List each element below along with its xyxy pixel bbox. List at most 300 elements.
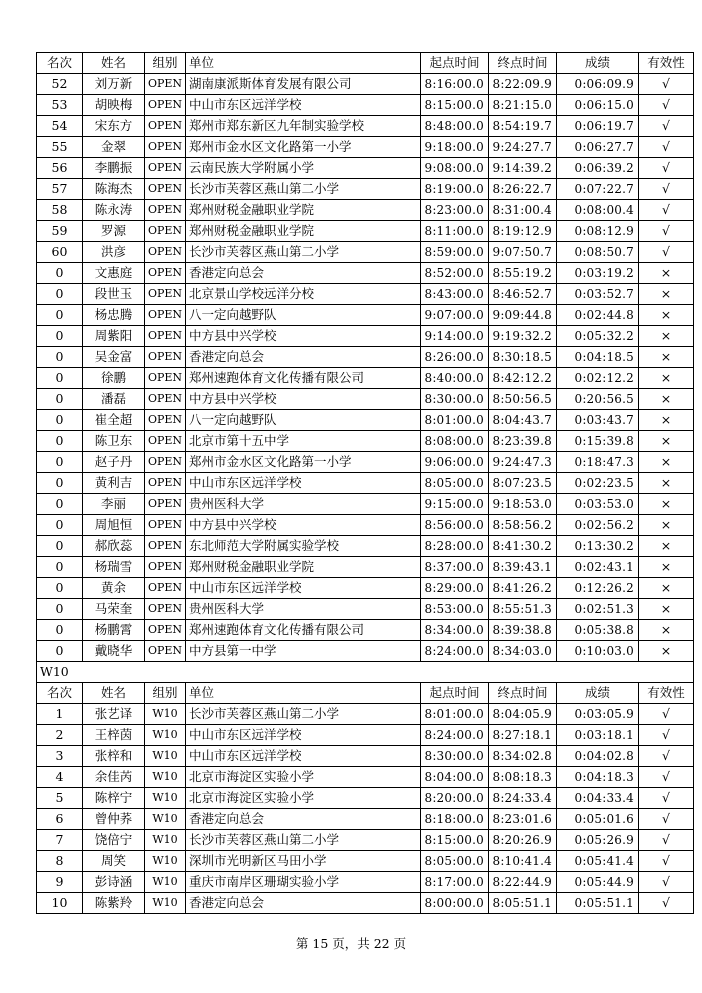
table-row: [37, 641, 694, 662]
finish-time-cell: 8:39:38.8: [489, 620, 557, 641]
group-cell: OPEN: [145, 557, 186, 578]
table-row: [37, 851, 694, 872]
group-cell: OPEN: [145, 641, 186, 662]
name-cell: 彭诗涵: [83, 872, 145, 893]
validity-cell: √: [639, 137, 694, 158]
result-cell: 0:06:27.7: [557, 137, 639, 158]
table-row: [37, 410, 694, 431]
table-row: [37, 620, 694, 641]
rank-cell: 0: [37, 620, 83, 641]
name-cell: 陈永涛: [83, 200, 145, 221]
unit-cell: 贵州医科大学: [186, 494, 421, 515]
rank-cell: 10: [37, 893, 83, 914]
start-time-cell: 8:59:00.0: [421, 242, 489, 263]
name-cell: 饶倍宁: [83, 830, 145, 851]
start-time-cell: 8:56:00.0: [421, 515, 489, 536]
table-row: [37, 830, 694, 851]
name-cell: 李鹏振: [83, 158, 145, 179]
validity-cell: ×: [639, 599, 694, 620]
table-row: [37, 158, 694, 179]
validity-cell: ×: [639, 389, 694, 410]
finish-time-cell: 9:19:32.2: [489, 326, 557, 347]
table-row: [37, 305, 694, 326]
unit-cell: 中方县中兴学校: [186, 515, 421, 536]
start-time-cell: 9:07:00.0: [421, 305, 489, 326]
table-row: [37, 599, 694, 620]
rank-cell: 0: [37, 326, 83, 347]
name-cell: 余佳芮: [83, 767, 145, 788]
rank-cell: 0: [37, 473, 83, 494]
start-time-cell: 8:30:00.0: [421, 389, 489, 410]
name-cell: 宋东方: [83, 116, 145, 137]
group-cell: W10: [145, 893, 186, 914]
start-time-cell: 8:16:00.0: [421, 74, 489, 95]
result-cell: 0:20:56.5: [557, 389, 639, 410]
unit-cell: 长沙市芙蓉区燕山第二小学: [186, 830, 421, 851]
unit-cell: 八一定向越野队: [186, 410, 421, 431]
group-cell: OPEN: [145, 221, 186, 242]
name-cell: 崔全超: [83, 410, 145, 431]
validity-cell: ×: [639, 557, 694, 578]
rank-cell: 0: [37, 494, 83, 515]
name-cell: 李丽: [83, 494, 145, 515]
start-time-cell: 8:15:00.0: [421, 95, 489, 116]
finish-time-cell: 8:27:18.1: [489, 725, 557, 746]
start-time-cell: 9:18:00.0: [421, 137, 489, 158]
unit-cell: 郑州速跑体育文化传播有限公司: [186, 368, 421, 389]
unit-cell: 北京市第十五中学: [186, 431, 421, 452]
finish-time-cell: 8:54:19.7: [489, 116, 557, 137]
name-cell: 陈梓宁: [83, 788, 145, 809]
unit-cell: 北京市海淀区实验小学: [186, 767, 421, 788]
rank-cell: 0: [37, 347, 83, 368]
column-header: 成绩: [557, 53, 639, 74]
validity-cell: √: [639, 893, 694, 914]
validity-cell: √: [639, 221, 694, 242]
table-row: [37, 494, 694, 515]
group-cell: W10: [145, 725, 186, 746]
group-cell: OPEN: [145, 431, 186, 452]
name-cell: 黄余: [83, 578, 145, 599]
result-cell: 0:05:38.8: [557, 620, 639, 641]
table-row: [37, 578, 694, 599]
finish-time-cell: 8:21:15.0: [489, 95, 557, 116]
unit-cell: 中山市东区远洋学校: [186, 746, 421, 767]
start-time-cell: 8:01:00.0: [421, 410, 489, 431]
rank-cell: 9: [37, 872, 83, 893]
name-cell: 黄利吉: [83, 473, 145, 494]
name-cell: 杨忠腾: [83, 305, 145, 326]
group-cell: W10: [145, 872, 186, 893]
column-header: 起点时间: [421, 53, 489, 74]
rank-cell: 56: [37, 158, 83, 179]
table-row: [37, 116, 694, 137]
start-time-cell: 9:08:00.0: [421, 158, 489, 179]
finish-time-cell: 9:18:53.0: [489, 494, 557, 515]
result-cell: 0:03:52.7: [557, 284, 639, 305]
unit-cell: 中方县中兴学校: [186, 389, 421, 410]
unit-cell: 云南民族大学附属小学: [186, 158, 421, 179]
group-cell: OPEN: [145, 389, 186, 410]
rank-cell: 4: [37, 767, 83, 788]
table-row: [37, 347, 694, 368]
unit-cell: 贵州医科大学: [186, 599, 421, 620]
validity-cell: √: [639, 116, 694, 137]
group-cell: OPEN: [145, 620, 186, 641]
finish-time-cell: 8:22:44.9: [489, 872, 557, 893]
name-cell: 陈卫东: [83, 431, 145, 452]
group-cell: OPEN: [145, 158, 186, 179]
validity-cell: √: [639, 158, 694, 179]
result-cell: 0:03:19.2: [557, 263, 639, 284]
finish-time-cell: 8:42:12.2: [489, 368, 557, 389]
result-cell: 0:05:32.2: [557, 326, 639, 347]
start-time-cell: 8:08:00.0: [421, 431, 489, 452]
start-time-cell: 8:05:00.0: [421, 473, 489, 494]
unit-cell: 郑州市金水区文化路第一小学: [186, 137, 421, 158]
table-row: [37, 137, 694, 158]
unit-cell: 北京市海淀区实验小学: [186, 788, 421, 809]
result-cell: 0:02:12.2: [557, 368, 639, 389]
finish-time-cell: 8:24:33.4: [489, 788, 557, 809]
unit-cell: 郑州市金水区文化路第一小学: [186, 452, 421, 473]
rank-cell: 0: [37, 431, 83, 452]
name-cell: 刘万新: [83, 74, 145, 95]
start-time-cell: 8:11:00.0: [421, 221, 489, 242]
validity-cell: ×: [639, 515, 694, 536]
group-cell: W10: [145, 767, 186, 788]
result-cell: 0:15:39.8: [557, 431, 639, 452]
table-row: [37, 767, 694, 788]
validity-cell: ×: [639, 452, 694, 473]
validity-cell: ×: [639, 263, 694, 284]
rank-cell: 0: [37, 515, 83, 536]
table-row: [37, 74, 694, 95]
table-row: [37, 746, 694, 767]
validity-cell: ×: [639, 326, 694, 347]
unit-cell: 东北师范大学附属实验学校: [186, 536, 421, 557]
unit-cell: 长沙市芙蓉区燕山第二小学: [186, 179, 421, 200]
header-row: [37, 683, 694, 704]
validity-cell: √: [639, 830, 694, 851]
name-cell: 徐鹏: [83, 368, 145, 389]
finish-time-cell: 8:04:43.7: [489, 410, 557, 431]
result-cell: 0:05:01.6: [557, 809, 639, 830]
name-cell: 陈海杰: [83, 179, 145, 200]
result-cell: 0:03:05.9: [557, 704, 639, 725]
group-cell: OPEN: [145, 368, 186, 389]
finish-time-cell: 8:39:43.1: [489, 557, 557, 578]
group-cell: OPEN: [145, 305, 186, 326]
name-cell: 罗源: [83, 221, 145, 242]
name-cell: 赵子丹: [83, 452, 145, 473]
result-cell: 0:18:47.3: [557, 452, 639, 473]
result-cell: 0:07:22.7: [557, 179, 639, 200]
result-cell: 0:08:00.4: [557, 200, 639, 221]
name-cell: 周紫阳: [83, 326, 145, 347]
validity-cell: √: [639, 95, 694, 116]
result-cell: 0:02:44.8: [557, 305, 639, 326]
group-cell: W10: [145, 851, 186, 872]
name-cell: 陈紫羚: [83, 893, 145, 914]
finish-time-cell: 8:34:03.0: [489, 641, 557, 662]
result-cell: 0:02:43.1: [557, 557, 639, 578]
validity-cell: √: [639, 725, 694, 746]
group-cell: OPEN: [145, 515, 186, 536]
result-cell: 0:03:18.1: [557, 725, 639, 746]
rank-cell: 0: [37, 410, 83, 431]
group-cell: OPEN: [145, 74, 186, 95]
result-cell: 0:02:56.2: [557, 515, 639, 536]
finish-time-cell: 9:14:39.2: [489, 158, 557, 179]
group-cell: W10: [145, 746, 186, 767]
validity-cell: √: [639, 179, 694, 200]
unit-cell: 郑州财税金融职业学院: [186, 200, 421, 221]
finish-time-cell: 8:30:18.5: [489, 347, 557, 368]
result-cell: 0:12:26.2: [557, 578, 639, 599]
name-cell: 吴金富: [83, 347, 145, 368]
result-cell: 0:03:53.0: [557, 494, 639, 515]
name-cell: 金翠: [83, 137, 145, 158]
group-cell: OPEN: [145, 200, 186, 221]
column-header: 名次: [37, 53, 83, 74]
rank-cell: 0: [37, 263, 83, 284]
group-cell: OPEN: [145, 473, 186, 494]
rank-cell: 1: [37, 704, 83, 725]
result-cell: 0:04:33.4: [557, 788, 639, 809]
unit-cell: 郑州速跑体育文化传播有限公司: [186, 620, 421, 641]
header-row: [37, 53, 694, 74]
result-cell: 0:06:09.9: [557, 74, 639, 95]
result-cell: 0:02:23.5: [557, 473, 639, 494]
rank-cell: 0: [37, 536, 83, 557]
result-cell: 0:13:30.2: [557, 536, 639, 557]
group-cell: W10: [145, 788, 186, 809]
column-header: 起点时间: [421, 683, 489, 704]
start-time-cell: 9:14:00.0: [421, 326, 489, 347]
start-time-cell: 8:37:00.0: [421, 557, 489, 578]
result-cell: 0:04:02.8: [557, 746, 639, 767]
validity-cell: √: [639, 788, 694, 809]
rank-cell: 0: [37, 389, 83, 410]
table-row: [37, 557, 694, 578]
result-cell: 0:04:18.5: [557, 347, 639, 368]
name-cell: 马荣奎: [83, 599, 145, 620]
start-time-cell: 8:52:00.0: [421, 263, 489, 284]
start-time-cell: 8:43:00.0: [421, 284, 489, 305]
finish-time-cell: 8:10:41.4: [489, 851, 557, 872]
finish-time-cell: 8:58:56.2: [489, 515, 557, 536]
unit-cell: 长沙市芙蓉区燕山第二小学: [186, 242, 421, 263]
validity-cell: √: [639, 242, 694, 263]
rank-cell: 5: [37, 788, 83, 809]
finish-time-cell: 8:20:26.9: [489, 830, 557, 851]
group-cell: W10: [145, 704, 186, 725]
section-label: W10: [37, 662, 694, 683]
finish-time-cell: 9:24:27.7: [489, 137, 557, 158]
finish-time-cell: 8:07:23.5: [489, 473, 557, 494]
unit-cell: 中山市东区远洋学校: [186, 473, 421, 494]
validity-cell: ×: [639, 410, 694, 431]
unit-cell: 中山市东区远洋学校: [186, 95, 421, 116]
table-row: [37, 473, 694, 494]
start-time-cell: 8:00:00.0: [421, 893, 489, 914]
group-cell: OPEN: [145, 536, 186, 557]
finish-time-cell: 8:55:51.3: [489, 599, 557, 620]
validity-cell: ×: [639, 494, 694, 515]
result-cell: 0:05:44.9: [557, 872, 639, 893]
name-cell: 杨鹏霄: [83, 620, 145, 641]
finish-time-cell: 8:22:09.9: [489, 74, 557, 95]
results-table: [36, 52, 694, 914]
result-cell: 0:08:50.7: [557, 242, 639, 263]
result-cell: 0:02:51.3: [557, 599, 639, 620]
unit-cell: 郑州财税金融职业学院: [186, 557, 421, 578]
finish-time-cell: 9:24:47.3: [489, 452, 557, 473]
unit-cell: 北京景山学校远洋分校: [186, 284, 421, 305]
group-cell: OPEN: [145, 410, 186, 431]
validity-cell: √: [639, 851, 694, 872]
table-row: [37, 788, 694, 809]
group-cell: OPEN: [145, 494, 186, 515]
validity-cell: √: [639, 767, 694, 788]
start-time-cell: 8:20:00.0: [421, 788, 489, 809]
result-cell: 0:03:43.7: [557, 410, 639, 431]
rank-cell: 55: [37, 137, 83, 158]
name-cell: 张梓和: [83, 746, 145, 767]
table-row: [37, 242, 694, 263]
rank-cell: 52: [37, 74, 83, 95]
group-cell: OPEN: [145, 326, 186, 347]
start-time-cell: 9:06:00.0: [421, 452, 489, 473]
start-time-cell: 8:24:00.0: [421, 725, 489, 746]
unit-cell: 香港定向总会: [186, 893, 421, 914]
validity-cell: ×: [639, 431, 694, 452]
result-cell: 0:08:12.9: [557, 221, 639, 242]
name-cell: 段世玉: [83, 284, 145, 305]
rank-cell: 60: [37, 242, 83, 263]
unit-cell: 郑州市郑东新区九年制实验学校: [186, 116, 421, 137]
finish-time-cell: 9:07:50.7: [489, 242, 557, 263]
column-header: 组别: [145, 683, 186, 704]
result-cell: 0:10:03.0: [557, 641, 639, 662]
finish-time-cell: 8:26:22.7: [489, 179, 557, 200]
table-row: [37, 95, 694, 116]
validity-cell: √: [639, 809, 694, 830]
table-row: [37, 263, 694, 284]
table-row: [37, 893, 694, 914]
finish-time-cell: 8:19:12.9: [489, 221, 557, 242]
unit-cell: 中山市东区远洋学校: [186, 578, 421, 599]
table-row: [37, 326, 694, 347]
rank-cell: 0: [37, 578, 83, 599]
finish-time-cell: 8:34:02.8: [489, 746, 557, 767]
finish-time-cell: 8:46:52.7: [489, 284, 557, 305]
rank-cell: 3: [37, 746, 83, 767]
validity-cell: ×: [639, 284, 694, 305]
group-cell: OPEN: [145, 179, 186, 200]
start-time-cell: 8:01:00.0: [421, 704, 489, 725]
table-row: [37, 368, 694, 389]
start-time-cell: 8:23:00.0: [421, 200, 489, 221]
validity-cell: ×: [639, 536, 694, 557]
start-time-cell: 8:18:00.0: [421, 809, 489, 830]
start-time-cell: 8:40:00.0: [421, 368, 489, 389]
start-time-cell: 8:05:00.0: [421, 851, 489, 872]
page-footer: 第 15 页，共 22 页: [295, 936, 407, 951]
column-header: 单位: [186, 683, 421, 704]
table-row: [37, 536, 694, 557]
group-cell: OPEN: [145, 284, 186, 305]
rank-cell: 8: [37, 851, 83, 872]
validity-cell: ×: [639, 473, 694, 494]
start-time-cell: 8:53:00.0: [421, 599, 489, 620]
group-cell: OPEN: [145, 347, 186, 368]
rank-cell: 0: [37, 284, 83, 305]
start-time-cell: 8:04:00.0: [421, 767, 489, 788]
validity-cell: ×: [639, 620, 694, 641]
unit-cell: 长沙市芙蓉区燕山第二小学: [186, 704, 421, 725]
result-cell: 0:04:18.3: [557, 767, 639, 788]
name-cell: 潘磊: [83, 389, 145, 410]
finish-time-cell: 8:31:00.4: [489, 200, 557, 221]
group-cell: OPEN: [145, 242, 186, 263]
unit-cell: 中山市东区远洋学校: [186, 725, 421, 746]
validity-cell: ×: [639, 305, 694, 326]
validity-cell: ×: [639, 347, 694, 368]
name-cell: 戴晓华: [83, 641, 145, 662]
unit-cell: 中方县中兴学校: [186, 326, 421, 347]
column-header: 姓名: [83, 53, 145, 74]
finish-time-cell: 8:41:30.2: [489, 536, 557, 557]
unit-cell: 香港定向总会: [186, 809, 421, 830]
rank-cell: 7: [37, 830, 83, 851]
name-cell: 杨瑞雪: [83, 557, 145, 578]
table-row: [37, 515, 694, 536]
finish-time-cell: 8:50:56.5: [489, 389, 557, 410]
rank-cell: 6: [37, 809, 83, 830]
validity-cell: √: [639, 746, 694, 767]
unit-cell: 湖南康派斯体育发展有限公司: [186, 74, 421, 95]
name-cell: 张艺译: [83, 704, 145, 725]
column-header: 组别: [145, 53, 186, 74]
table-row: [37, 431, 694, 452]
group-cell: OPEN: [145, 578, 186, 599]
validity-cell: √: [639, 704, 694, 725]
group-cell: W10: [145, 809, 186, 830]
finish-time-cell: 8:04:05.9: [489, 704, 557, 725]
rank-cell: 0: [37, 305, 83, 326]
validity-cell: √: [639, 872, 694, 893]
start-time-cell: 8:17:00.0: [421, 872, 489, 893]
start-time-cell: 8:48:00.0: [421, 116, 489, 137]
table-row: [37, 284, 694, 305]
rank-cell: 53: [37, 95, 83, 116]
start-time-cell: 8:24:00.0: [421, 641, 489, 662]
table-row: [37, 809, 694, 830]
table-row: [37, 200, 694, 221]
name-cell: 洪彦: [83, 242, 145, 263]
finish-time-cell: 8:08:18.3: [489, 767, 557, 788]
result-cell: 0:05:41.4: [557, 851, 639, 872]
start-time-cell: 9:15:00.0: [421, 494, 489, 515]
column-header: 有效性: [639, 683, 694, 704]
section-row: [37, 662, 694, 683]
start-time-cell: 8:29:00.0: [421, 578, 489, 599]
column-header: 有效性: [639, 53, 694, 74]
result-cell: 0:06:19.7: [557, 116, 639, 137]
rank-cell: 0: [37, 641, 83, 662]
